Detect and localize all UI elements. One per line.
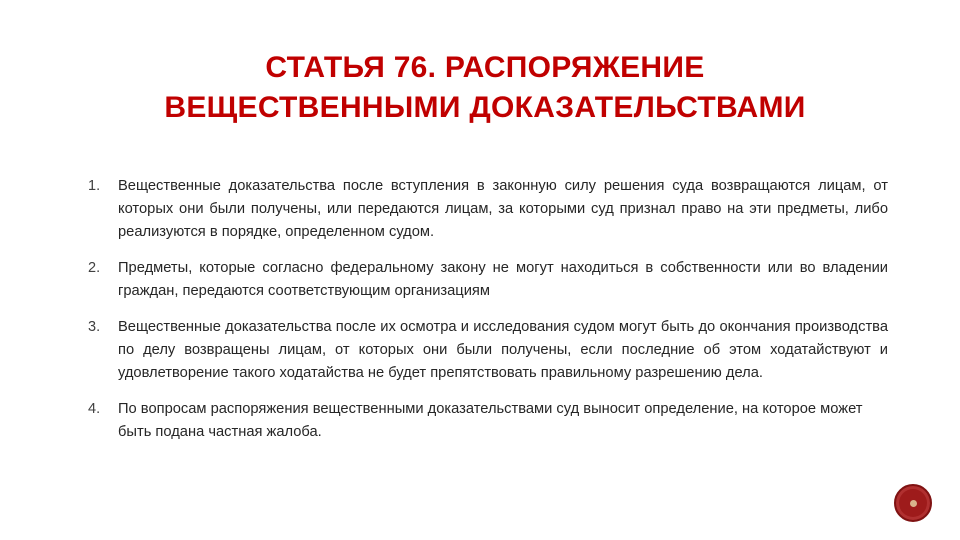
list-item xyxy=(78,257,888,303)
list-item-text: Вещественные доказательства после их осмотра и исследования судом могут быть до окончания производства по делу возвращены лицам, от которых они были получены, если последние об этом ходатайствуют и удовлетворение такого ходатайства не будет препятствовать правильному разрешению дела. xyxy=(118,319,888,381)
list-item-number: 1. xyxy=(88,178,101,194)
page-title xyxy=(60,48,910,128)
emblem-center-dot xyxy=(910,500,917,507)
title-line-2: ВЕЩЕСТВЕННЫМИ ДОКАЗАТЕЛЬСТВАМИ xyxy=(164,91,806,124)
list-item-number: 3. xyxy=(88,319,101,335)
list-item-number: 4. xyxy=(88,401,101,417)
title-line-1: СТАТЬЯ 76. РАСПОРЯЖЕНИЕ xyxy=(265,51,705,84)
circle-emblem-icon xyxy=(894,484,932,522)
list-item xyxy=(78,316,888,385)
list-item-text: Вещественные доказательства после вступления в законную силу решения суда возвращаются лицам, от которых они были получены, или передаются лицам, за которыми суд признал право на эти предметы, либо реализуются в порядке, определенном судом. xyxy=(118,178,888,240)
list-item xyxy=(78,398,888,444)
list-item xyxy=(78,175,888,244)
list-item-number: 2. xyxy=(88,260,101,276)
list-item-text: Предметы, которые согласно федеральному закону не могут находиться в собственности или во владении граждан, передаются соответствующим организациям xyxy=(118,260,888,299)
list-item-text: По вопросам распоряжения вещественными доказательствами суд выносит определение, на которое может быть подана частная жалоба. xyxy=(118,401,863,440)
numbered-list xyxy=(78,175,888,457)
